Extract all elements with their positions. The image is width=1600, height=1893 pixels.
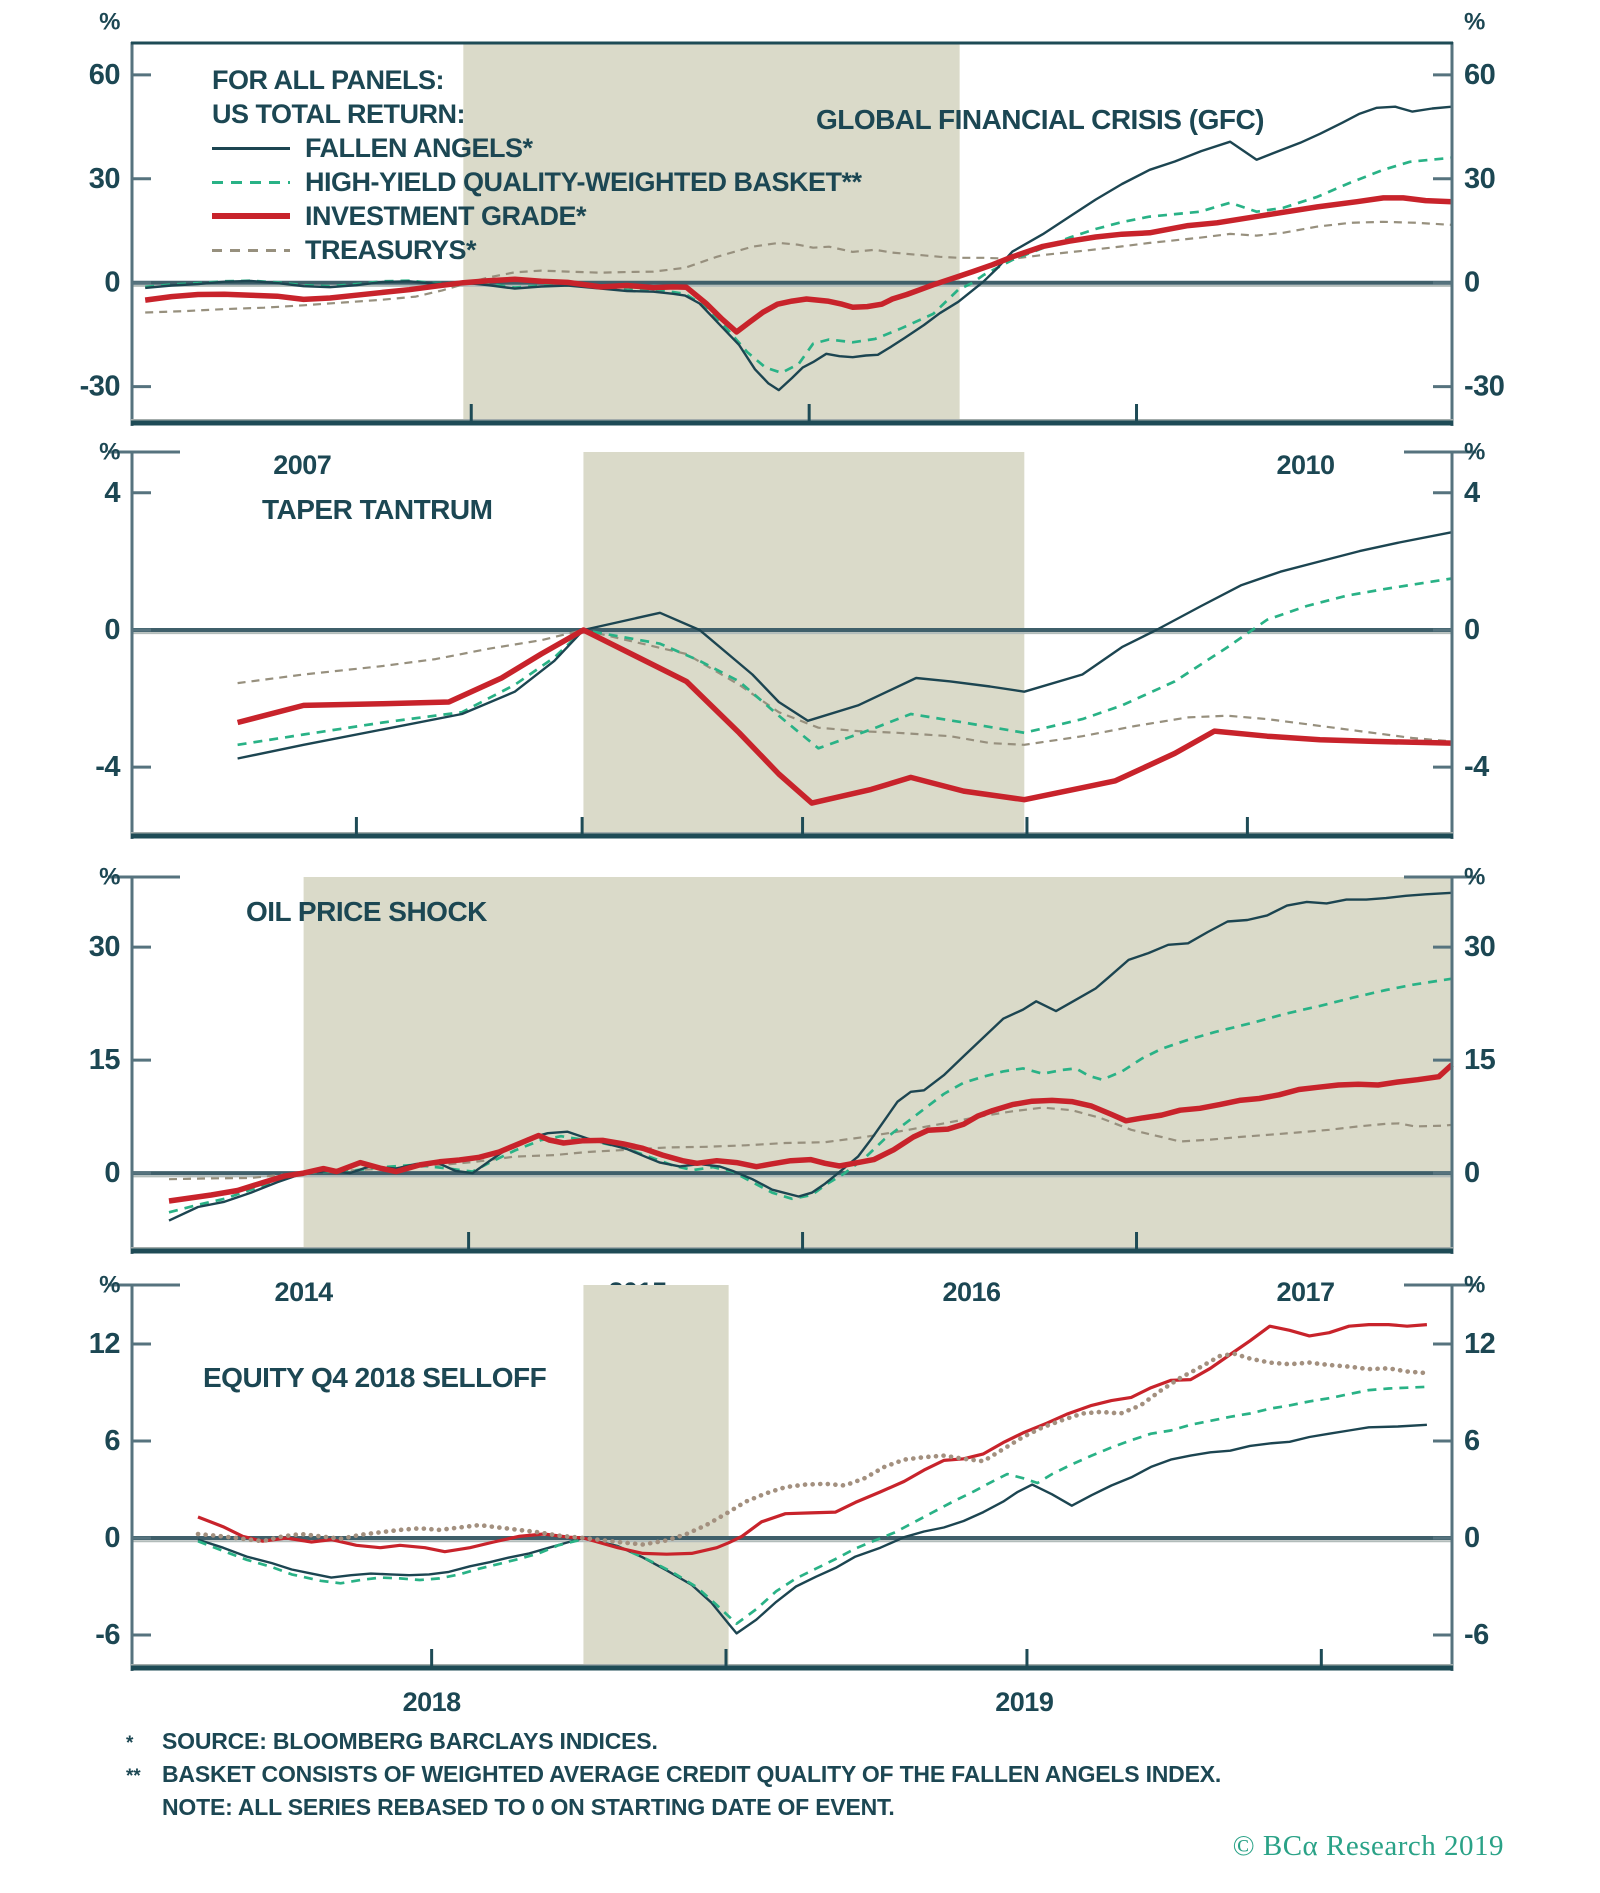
year-label: 2007 (273, 450, 332, 480)
unit-label-right: % (1464, 8, 1485, 36)
y-tick-label-left: 12 (88, 1328, 120, 1361)
footnote-text: BASKET CONSISTS OF WEIGHTED AVERAGE CREDIT QUALITY OF THE FALLEN ANGELS INDEX. (162, 1761, 1222, 1787)
footnote-text: NOTE: ALL SERIES REBASED TO 0 ON STARTING DATE OF EVENT. (162, 1794, 895, 1820)
footnote-marker: ** (126, 1766, 141, 1787)
unit-label-left: % (99, 8, 120, 36)
y-tick-label-left: 4 (104, 476, 120, 509)
y-tick-label-right: 0 (1464, 1521, 1480, 1554)
legend-label: TREASURYS* (305, 234, 477, 265)
y-tick-label-left: 0 (104, 266, 120, 299)
hy-basket-line-sample (212, 181, 290, 184)
y-tick-label-right: -6 (1464, 1618, 1489, 1651)
y-tick-label-right: 4 (1464, 476, 1480, 509)
legend-header-2: US TOTAL RETURN: (212, 98, 465, 129)
y-tick-label-right: 12 (1464, 1328, 1496, 1361)
y-tick-label-right: 0 (1464, 1157, 1480, 1190)
y-tick-label-left: 6 (104, 1425, 120, 1458)
y-tick-label-left: -4 (95, 751, 120, 784)
series-hy_basket-panel4 (198, 1387, 1427, 1624)
series-investment_grade-panel4 (198, 1325, 1427, 1555)
legend-label: FALLEN ANGELS* (305, 132, 533, 163)
event-band-panel4 (583, 1285, 728, 1667)
unit-label-left: % (99, 438, 120, 466)
footnotes (126, 1726, 1221, 1823)
year-label: 2014 (274, 1277, 333, 1307)
investment-grade-line-sample (212, 213, 290, 219)
y-tick-label-left: 0 (104, 1521, 120, 1554)
y-tick-label-left: 30 (88, 162, 120, 195)
legend-label: INVESTMENT GRADE* (305, 200, 587, 231)
legend-item-investment-grade (212, 199, 862, 233)
panel3-title: OIL PRICE SHOCK (246, 896, 487, 927)
unit-label-right: % (1464, 863, 1485, 891)
legend-item-fallen-angels (212, 131, 862, 165)
footnote-marker (126, 1792, 162, 1823)
year-label: 2019 (995, 1687, 1054, 1717)
year-label: 2017 (1276, 1277, 1335, 1307)
y-tick-label-left: 60 (88, 58, 120, 91)
unit-label-right: % (1464, 1271, 1485, 1299)
y-tick-label-left: -6 (95, 1618, 120, 1651)
unit-label-right: % (1464, 438, 1485, 466)
year-label: 2018 (402, 1687, 461, 1717)
fallen-angels-line-sample (212, 147, 290, 150)
y-tick-label-right: 0 (1464, 613, 1480, 646)
y-tick-label-right: 15 (1464, 1044, 1496, 1077)
y-tick-label-right: 30 (1464, 931, 1496, 964)
panel1-title: GLOBAL FINANCIAL CRISIS (GFC) (815, 104, 1265, 135)
unit-label-left: % (99, 1271, 120, 1299)
y-tick-label-left: -30 (79, 370, 120, 403)
legend-label: HIGH-YIELD QUALITY-WEIGHTED BASKET** (305, 166, 862, 197)
footnote-text: SOURCE: BLOOMBERG BARCLAYS INDICES. (162, 1728, 658, 1754)
y-tick-label-left: 0 (104, 613, 120, 646)
treasurys-line-sample (212, 249, 290, 252)
legend-item-treasurys (212, 233, 862, 267)
legend-item-hy-basket (212, 165, 862, 199)
y-tick-label-right: -30 (1464, 370, 1505, 403)
y-tick-label-left: 30 (88, 931, 120, 964)
series-fallen_angels-panel4 (198, 1425, 1427, 1634)
y-tick-label-left: 15 (88, 1044, 120, 1077)
panel2-title: TAPER TANTRUM (262, 494, 493, 525)
footnote-note (126, 1792, 1221, 1823)
footnote-basket (126, 1759, 1221, 1792)
y-tick-label-right: 0 (1464, 266, 1480, 299)
y-tick-label-right: 6 (1464, 1425, 1480, 1458)
event-band-panel3 (304, 877, 1452, 1250)
panel4-title: EQUITY Q4 2018 SELLOFF (203, 1362, 547, 1393)
legend (212, 63, 862, 267)
y-tick-label-right: 30 (1464, 162, 1496, 195)
y-tick-label-right: -4 (1464, 751, 1489, 784)
y-tick-label-left: 0 (104, 1157, 120, 1190)
y-tick-label-right: 60 (1464, 58, 1496, 91)
year-label: 2010 (1276, 450, 1335, 480)
footnote-source (126, 1726, 1221, 1759)
unit-label-left: % (99, 863, 120, 891)
year-label: 2016 (942, 1277, 1001, 1307)
footnote-marker: * (126, 1733, 134, 1754)
legend-header-1: FOR ALL PANELS: (212, 64, 444, 95)
copyright: © BCα Research 2019 (1232, 1830, 1504, 1862)
event-band-panel2 (583, 452, 1024, 835)
